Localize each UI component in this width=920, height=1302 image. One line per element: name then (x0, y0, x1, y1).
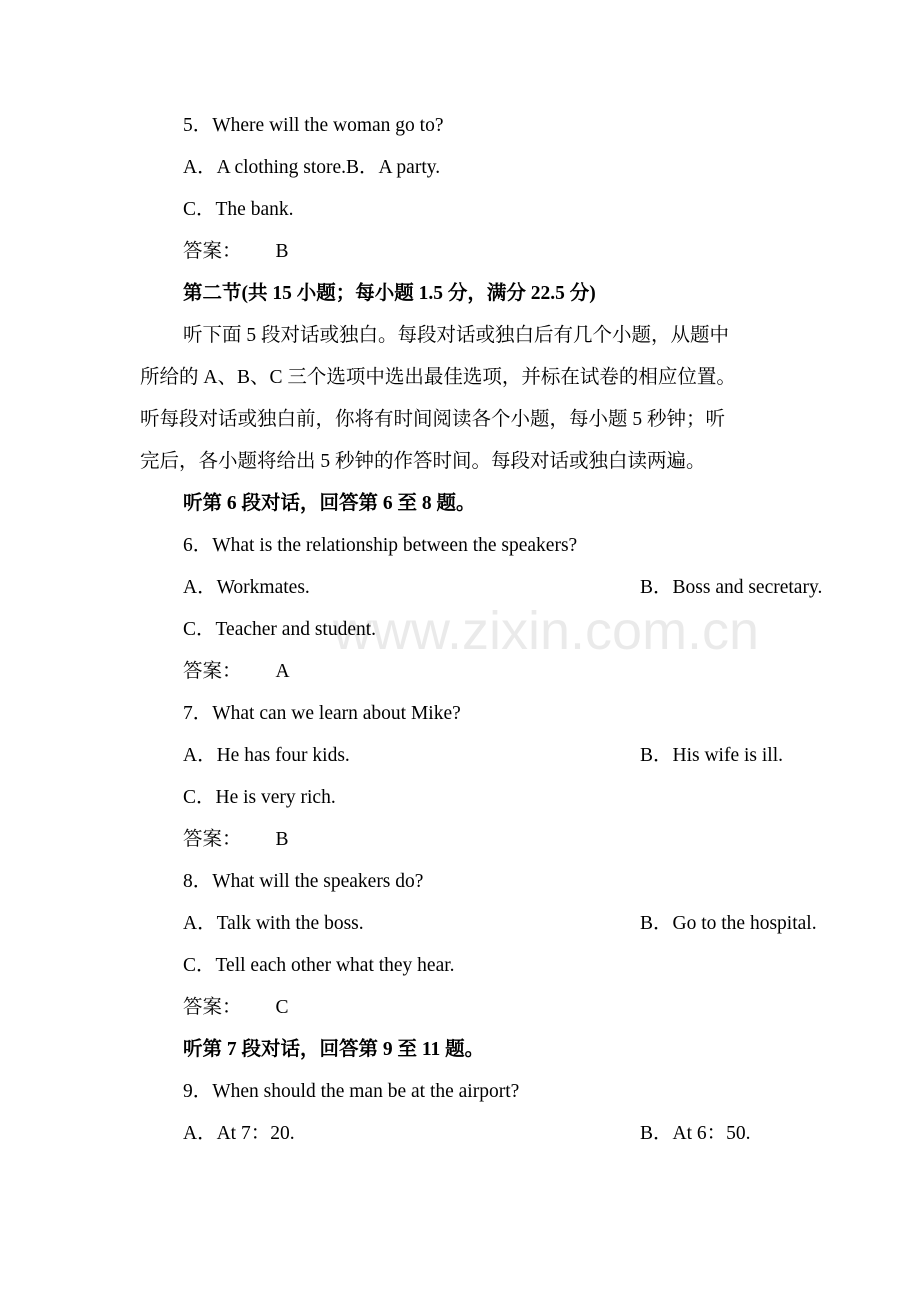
answer-value: C (275, 997, 289, 1018)
options-line (183, 575, 823, 601)
section-heading: 听第 6 段对话，回答第 6 至 8 题。 (183, 493, 476, 514)
section-heading: 听第 7 段对话，回答第 9 至 11 题。 (183, 1039, 485, 1060)
answer-label: 答案： (183, 829, 242, 850)
text-line: C．He is very rich. (183, 787, 336, 808)
answer-label: 答案： (183, 997, 242, 1018)
option-a: A．At 7：20. (183, 1123, 295, 1144)
options-line (183, 743, 784, 769)
text-line: 8．What will the speakers do? (183, 871, 424, 892)
answer-value: B (275, 241, 289, 262)
option-b: B．Boss and secretary. (640, 577, 823, 598)
option-b: B．His wife is ill. (640, 745, 784, 766)
answer-label: 答案： (183, 661, 242, 682)
text-line: 听下面 5 段对话或独白。每段对话或独白后有几个小题，从题中 (183, 325, 730, 346)
answer-line (183, 659, 290, 685)
option-a: A．He has four kids. (183, 745, 350, 766)
paragraph-line: 完后，各小题将给出 5 秒钟的作答时间。每段对话或独白读两遍。 (140, 451, 706, 472)
answer-value: B (275, 829, 289, 850)
text-line: C．The bank. (183, 199, 294, 220)
text-line: C．Teacher and student. (183, 619, 377, 640)
options-line (183, 911, 817, 937)
answer-label: 答案： (183, 241, 242, 262)
text-line: C．Tell each other what they hear. (183, 955, 455, 976)
option-a: A．Talk with the boss. (183, 913, 364, 934)
options-line (183, 1121, 751, 1147)
section-heading: 第二节(共 15 小题；每小题 1.5 分，满分 22.5 分) (183, 283, 596, 304)
answer-line (183, 827, 289, 853)
paragraph-line: 所给的 A、B、C 三个选项中选出最佳选项，并标在试卷的相应位置。 (140, 367, 736, 388)
text-line: 7．What can we learn about Mike? (183, 703, 461, 724)
paragraph-line: 听每段对话或独白前，你将有时间阅读各个小题，每小题 5 秒钟；听 (140, 409, 726, 430)
answer-line (183, 995, 289, 1021)
text-line: A．A clothing store.B．A party. (183, 157, 441, 178)
answer-value: A (275, 661, 290, 682)
text-line: 5．Where will the woman go to? (183, 115, 444, 136)
answer-line (183, 239, 289, 265)
text-line: 6．What is the relationship between the speakers? (183, 535, 578, 556)
option-a: A．Workmates. (183, 577, 310, 598)
option-b: B．At 6：50. (640, 1123, 751, 1144)
watermark: www.zixin.com.cn (333, 601, 760, 661)
text-line: 9．When should the man be at the airport? (183, 1081, 520, 1102)
option-b: B．Go to the hospital. (640, 913, 817, 934)
